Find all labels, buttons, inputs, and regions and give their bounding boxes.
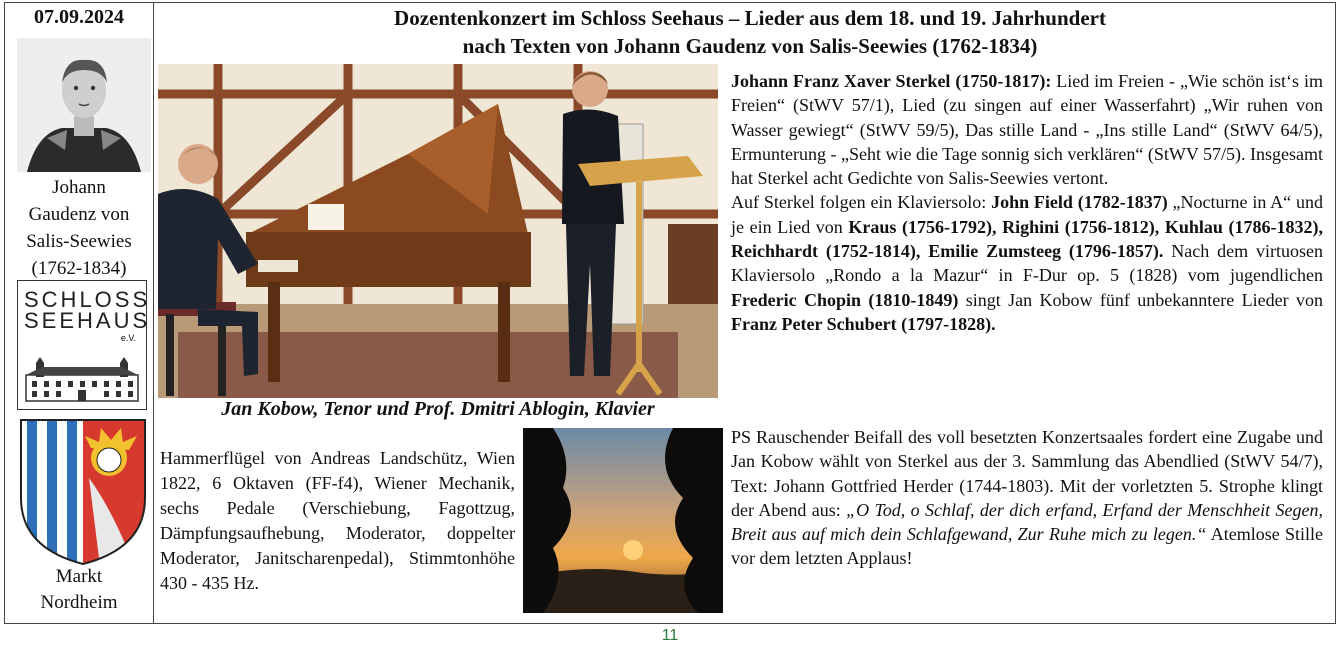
paragraph-text: PS Rauschender Beifall des voll besetzten Konzertsaales fordert eine Zugabe und Jan Kobow wählt von Sterkel aus der 3. Sammlung das Abendlied (StWV 54/7), Text: Johann Gottfried Herder (1744-1803). Mit der vorletzten 5. Strophe klingt der Abend aus: xyxy=(731,427,1323,520)
paragraph-text: „Nocturne in A“ und je ein Lied von xyxy=(731,192,1323,237)
instrument-description: Hammerflügel von Andreas Landschütz, Wien 1822, 6 Oktaven (FF-f4), Wiener Mechanik, sechs Pedale (Verschiebung, Fagottzug, Dämpfungsaufhebung, Moderator, doppelter Moderator, Janitscharenpedal), Stimmtonhöhe 430 - 435 Hz. xyxy=(160,448,515,593)
paragraph-program xyxy=(731,190,1323,336)
composer-name: Johann Franz Xaver Sterkel (1750-1817): xyxy=(731,71,1052,91)
logo-line: SEEHAUS xyxy=(24,308,151,333)
crest-caption-line: Nordheim xyxy=(40,592,118,613)
composer-name: Frederic Chopin (1810-1849) xyxy=(731,289,959,310)
photo-caption: Jan Kobow, Tenor und Prof. Dmitri Ablogin, Klavier xyxy=(221,398,655,420)
crest-caption xyxy=(4,564,154,616)
portrait-caption-line: Johann xyxy=(52,177,106,198)
castle-icon xyxy=(22,347,142,403)
paragraph-text: Atemlose Stille vor dem letzten Applaus! xyxy=(731,524,1324,569)
article-text xyxy=(731,69,1323,336)
paragraph-sterkel xyxy=(731,69,1323,190)
portrait-caption xyxy=(4,174,154,282)
schloss-seehaus-logo xyxy=(17,280,151,410)
logo-text xyxy=(24,287,151,333)
title-line: nach Texten von Johann Gaudenz von Salis-Seewies (1762-1834) xyxy=(462,34,1038,58)
paragraph-text: singt Jan Kobow fünf unbekanntere Lieder von xyxy=(958,289,1323,310)
portrait-caption-line: (1762-1834) xyxy=(31,258,127,279)
title-line: Dozentenkonzert im Schloss Seehaus – Lieder aus dem 18. und 19. Jahrhundert xyxy=(394,6,1106,30)
portrait-caption-line: Salis-Seewies xyxy=(26,231,132,252)
paragraph-text: Nach dem virtuosen Klaviersolo „Rondo a la Mazur“ in F-Dur op. 5 (1828) vom jugendlichen xyxy=(731,241,1323,286)
logo-suffix: e.V. xyxy=(120,333,136,343)
portrait-caption-line: Gaudenz von xyxy=(28,204,130,225)
paragraph-text: Lied im Freien - „Wie schön ist‘s im Freien“ (StWV 57/1), Lied (zu singen auf einer Wasserfahrt) „Wir ruhen von Wasser gewiegt“ (StWV 59/5), Das stille Land - „Ins stille Land“ (StWV 64/5), Ermunterung - „Seht wie die Tage sonnig sich verklären“ (StWV 57/5). Insgesamt hat Sterkel acht Gedichte von Salis-Seewies vertont. xyxy=(731,71,1323,189)
logo-line: SCHLOSS xyxy=(24,287,151,312)
paragraph-text: Auf Sterkel folgen ein Klaviersolo: xyxy=(731,192,992,213)
concert-photo xyxy=(158,64,718,398)
composer-name: Kraus (1756-1792), Righini (1756-1812), Kuhlau (1786-1832), Reichhardt (1752-1814), Emilie Zumsteeg (1796-1857). xyxy=(731,216,1323,262)
composer-name: Franz Peter Schubert (1797-1828). xyxy=(731,313,996,334)
sidebar xyxy=(4,2,154,624)
date: 07.09.2024 xyxy=(34,6,124,28)
composer-name: John Field (1782-1837) xyxy=(991,192,1168,213)
postscript-text xyxy=(731,425,1323,571)
crest-caption-line: Markt xyxy=(55,566,103,587)
page-number: 11 xyxy=(661,627,679,644)
page-title xyxy=(160,4,1340,60)
coat-of-arms-icon xyxy=(19,418,147,566)
portrait-image xyxy=(17,38,151,172)
poem-quote: „O Tod, o Schlaf, der dich erfand, Erfand der Menschheit Segen, Breit aus auf mich dein Schlafgewand, Zur Ruhe mich zu legen.“ xyxy=(731,499,1324,545)
sunset-photo xyxy=(523,428,723,613)
